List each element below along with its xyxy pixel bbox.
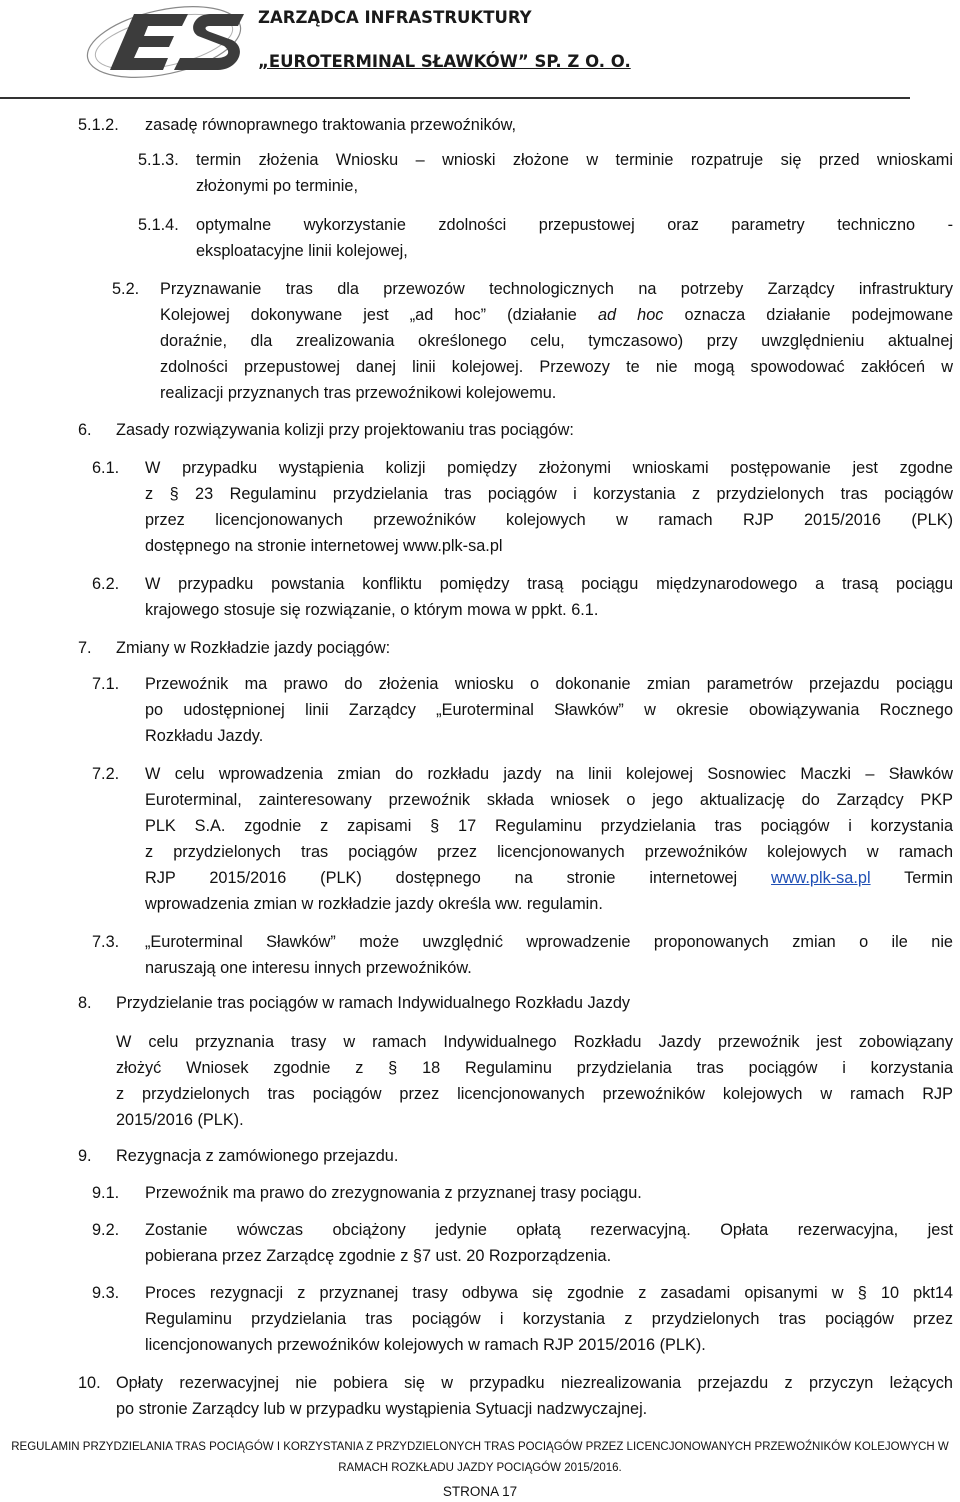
item-text-line: pobierana przez Zarządcę zgodnie z §7 ust. 20 Rozporządzenia. (145, 1247, 612, 1265)
item-text-line: wprowadzenia zmian w rozkładzie jazdy określa ww. regulamin. (145, 895, 603, 913)
header-divider (0, 97, 910, 99)
item-text-line: z § 23 Regulaminu przydzielania tras pociągów i korzystania z przydzielonych tras pociągów (145, 485, 953, 503)
header (0, 0, 960, 100)
item-text-line: Regulaminu przydzielania tras pociągów i korzystania z przydzielonych tras pociągów przez (145, 1310, 953, 1328)
text-run: Kolejowej dokonywane jest „ad hoc” (działanie (160, 306, 598, 324)
item-number: 7.2. (92, 765, 120, 783)
item-text-line: Rozkładu Jazdy. (145, 727, 264, 745)
item-text-line: złożonymi po terminie, (196, 177, 358, 195)
item-text-line: PLK S.A. zgodnie z zapisami § 17 Regulaminu przydzielania tras pociągów i korzystania (145, 817, 953, 835)
item-text-line: eksploatacyjne linii kolejowej, (196, 242, 408, 260)
item-text-line: Zostanie wówczas obciążony jedynie opłatą rezerwacyjną. Opłata rezerwacyjna, jest (145, 1221, 953, 1239)
item-number: 5.1.4. (138, 216, 179, 234)
item-text-line: optymalne wykorzystanie zdolności przepustowej oraz parametry techniczno - (196, 216, 953, 234)
item-number: 7.3. (92, 933, 120, 951)
section-text-line: Opłaty rezerwacyjnej nie pobiera się w przypadku niezrealizowania przejazdu z przyczyn leżących (116, 1374, 953, 1392)
item-text-line (160, 302, 953, 328)
section-title: Rezygnacja z zamówionego przejazdu. (116, 1147, 399, 1165)
item-number: 5.2. (112, 280, 140, 298)
item-number: 7.1. (92, 675, 120, 693)
section-paragraph-line: 2015/2016 (PLK). (116, 1111, 244, 1129)
section-paragraph-line: z przydzielonych tras pociągów przez licencjonowanych przewoźników kolejowych w ramach RJP (116, 1085, 953, 1103)
item-text-line: W celu wprowadzenia zmian do rozkładu jazdy na linii kolejowej Sosnowiec Maczki – Sławków (145, 765, 953, 783)
item-number: 6.2. (92, 575, 120, 593)
item-text-line: Euroterminal, zainteresowany przewoźnik składa wniosek o jego aktualizację do Zarządcy PKP (145, 791, 953, 809)
item-text-line: Przewoźnik ma prawo do złożenia wniosku o dokonanie zmian parametrów przejazdu pociągu (145, 675, 953, 693)
item-text-line: przez licencjonowanych przewoźników kolejowych w ramach RJP 2015/2016 (PLK) (145, 511, 953, 529)
item-text: zasadę równoprawnego traktowania przewoźników, (145, 116, 517, 134)
item-number: 9.3. (92, 1284, 120, 1302)
section-paragraph-line: W celu przyznania trasy w ramach Indywidualnego Rozkładu Jazdy przewoźnik jest zobowiązany (116, 1033, 953, 1051)
item-text-line: termin złożenia Wniosku – wnioski złożone w terminie rozpatruje się przed wnioskami (196, 151, 953, 169)
item-number: 9.2. (92, 1221, 120, 1239)
text-run: Termin (870, 869, 953, 887)
item-text-line: Proces rezygnacji z przyznanej trasy odbywa się zgodnie z zasadami opisanymi w § 10 pkt14 (145, 1284, 953, 1302)
item-text-line: W przypadku wystąpienia kolizji pomiędzy złożonymi wnioskami postępowanie jest zgodne (145, 459, 953, 477)
header-org-line2: „EUROTERMINAL SŁAWKÓW” SP. Z O. O. (258, 52, 631, 71)
page-number: STRONA 17 (442, 1484, 518, 1499)
item-text-line: krajowego stosuje się rozwiązanie, o którym mowa w ppkt. 6.1. (145, 601, 599, 619)
section-text-line: po stronie Zarządcy lub w przypadku wystąpienia Sytuacji nadzwyczajnej. (116, 1400, 648, 1418)
item-text-line: dostępnego na stronie internetowej www.plk-sa.pl (145, 537, 503, 555)
italic-term: ad hoc (597, 306, 664, 324)
item-text-line: po udostępnionej linii Zarządcy „Euroterminal Sławków” w okresie obowiązywania Rocznego (145, 701, 953, 719)
item-text-line: W przypadku powstania konfliktu pomiędzy trasą pociągu międzynarodowego a trasą pociągu (145, 575, 953, 593)
item-text-line: „Euroterminal Sławków” może uwzględnić wprowadzenie proponowanych zmian o ile nie (145, 933, 953, 951)
item-number: 5.1.3. (138, 151, 179, 169)
item-text-line: doraźnie, dla zrealizowania określonego celu, tymczasowo) przy uwzględnieniu aktualnej (160, 332, 953, 350)
section-number: 6. (78, 421, 92, 439)
footer-line2: RAMACH ROZKŁADU JAZDY POCIĄGÓW 2015/2016. (338, 1462, 622, 1474)
text-run: oznacza działanie podejmowane (663, 306, 954, 324)
section-title: Zasady rozwiązywania kolizji przy projektowaniu tras pociągów: (116, 421, 574, 439)
footer-line1: REGULAMIN PRZYDZIELANIA TRAS POCIĄGÓW I KORZYSTANIA Z PRZYDZIELONYCH TRAS POCIĄGÓW PRZEZ LICENCJONOWANYCH PRZEWOŹNIKÓW KOLEJOWYCH W (11, 1441, 949, 1453)
section-number: 9. (78, 1147, 92, 1165)
plk-website-link[interactable]: www.plk-sa.pl (771, 869, 871, 887)
section-number: 7. (78, 639, 92, 657)
header-org-line1: ZARZĄDCA INFRASTRUKTURY (258, 8, 532, 27)
item-text-line (145, 865, 953, 891)
section-number: 10. (78, 1374, 101, 1392)
item-number: 9.1. (92, 1184, 120, 1202)
item-number: 5.1.2. (78, 116, 119, 134)
item-text-line: zdolności przepustowej danej linii kolejowej. Przewozy te nie mogą spowodować zakłóceń w (160, 358, 953, 376)
item-text-line: licencjonowanych przewoźników kolejowych w ramach RJP 2015/2016 (PLK). (145, 1336, 706, 1354)
item-text-line: Przyznawanie tras dla przewozów technologicznych na potrzeby Zarządcy infrastruktury (160, 280, 953, 298)
item-number: 6.1. (92, 459, 120, 477)
item-text-line: realizacji przyznanych tras przewoźnikowi kolejowemu. (160, 384, 557, 402)
section-paragraph-line: złożyć Wniosek zgodnie z § 18 Regulaminu przydzielania tras pociągów i korzystania (116, 1059, 953, 1077)
item-text-line: z przydzielonych tras pociągów przez licencjonowanych przewoźników kolejowych w ramach (145, 843, 953, 861)
section-number: 8. (78, 994, 92, 1012)
text-run: RJP 2015/2016 (PLK) dostępnego na stronie internetowej (145, 869, 772, 887)
company-logo (76, 2, 246, 80)
section-title: Zmiany w Rozkładzie jazdy pociągów: (116, 639, 391, 657)
section-title: Przydzielanie tras pociągów w ramach Indywidualnego Rozkładu Jazdy (116, 994, 631, 1012)
item-text-line: naruszają one interesu innych przewoźników. (145, 959, 472, 977)
item-text: Przewoźnik ma prawo do zrezygnowania z przyznanej trasy pociągu. (145, 1184, 642, 1202)
